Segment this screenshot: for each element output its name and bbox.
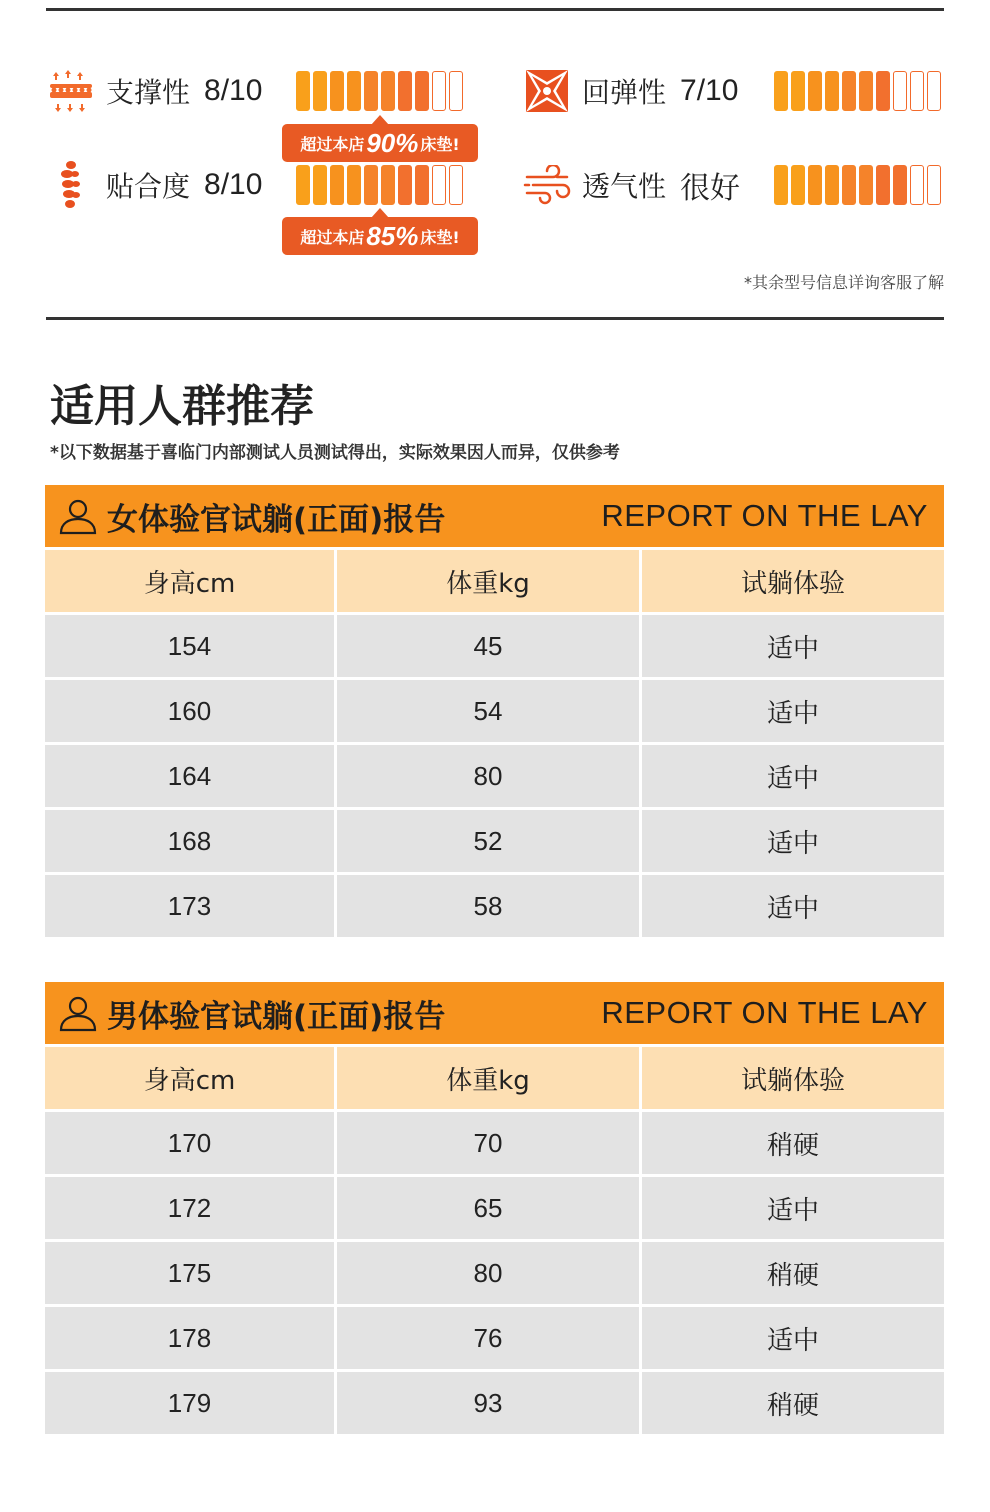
metric-label: 透气性 xyxy=(582,170,667,203)
height-cell: 172 xyxy=(45,1177,334,1239)
experience-cell: 适中 xyxy=(642,810,944,872)
height-cell: 168 xyxy=(45,810,334,872)
rating-segment-filled xyxy=(825,165,839,205)
weight-cell: 45 xyxy=(337,615,639,677)
rating-segment-empty xyxy=(449,165,463,205)
rating-segment-filled xyxy=(347,71,361,111)
rating-segment-filled xyxy=(296,165,310,205)
metric-label: 支撑性 xyxy=(106,76,191,109)
rating-segment-filled xyxy=(398,165,412,205)
table-header-bar xyxy=(45,485,944,547)
rating-segment-filled xyxy=(774,71,788,111)
experience-cell: 适中 xyxy=(642,1307,944,1369)
breathable-icon xyxy=(522,161,572,209)
rating-segment-empty xyxy=(432,71,446,111)
rating-segment-filled xyxy=(330,165,344,205)
height-cell: 179 xyxy=(45,1372,334,1434)
height-cell: 178 xyxy=(45,1307,334,1369)
rating-segment-filled xyxy=(774,165,788,205)
badge-suffix: 床垫! xyxy=(420,227,460,247)
weight-cell: 80 xyxy=(337,745,639,807)
table-title: 男体验官试躺(正面)报告 xyxy=(107,998,446,1035)
metric-score: 7/10 xyxy=(680,74,739,107)
rating-bar-support xyxy=(296,71,463,111)
metric-score: 8/10 xyxy=(204,168,263,201)
top-divider xyxy=(46,8,944,11)
experience-cell: 适中 xyxy=(642,745,944,807)
rating-segment-filled xyxy=(415,165,429,205)
comparison-badge xyxy=(282,124,478,162)
experience-cell: 适中 xyxy=(642,875,944,937)
table-row xyxy=(45,875,944,937)
rebound-icon xyxy=(522,67,572,115)
rating-segment-filled xyxy=(842,71,856,111)
metric-label: 回弹性 xyxy=(582,76,667,109)
rating-bar-breathable xyxy=(774,165,941,205)
section-divider xyxy=(46,317,944,320)
rating-segment-filled xyxy=(842,165,856,205)
rating-segment-filled xyxy=(859,165,873,205)
table-column-headers xyxy=(45,550,944,612)
rating-segment-filled xyxy=(808,165,822,205)
metric-score: 很好 xyxy=(680,172,741,205)
weight-cell: 70 xyxy=(337,1112,639,1174)
height-cell: 160 xyxy=(45,680,334,742)
weight-cell: 76 xyxy=(337,1307,639,1369)
rating-segment-empty xyxy=(432,165,446,205)
rating-bar-fit xyxy=(296,165,463,205)
metric-rebound xyxy=(522,67,738,115)
table-row xyxy=(45,745,944,807)
rating-segment-filled xyxy=(791,71,805,111)
experience-cell: 稍硬 xyxy=(642,1242,944,1304)
badge-percent: 85% xyxy=(366,220,419,251)
metric-label: 贴合度 xyxy=(106,170,191,203)
rating-segment-filled xyxy=(347,165,361,205)
rating-segment-empty xyxy=(893,71,907,111)
experience-cell: 稍硬 xyxy=(642,1372,944,1434)
metric-support xyxy=(46,67,262,115)
fit-icon xyxy=(46,161,96,209)
weight-cell: 58 xyxy=(337,875,639,937)
rating-segment-filled xyxy=(313,165,327,205)
footnote: *其余型号信息详询客服了解 xyxy=(743,273,944,292)
experience-cell: 稍硬 xyxy=(642,1112,944,1174)
table-subtitle: REPORT ON THE LAY xyxy=(601,995,928,1030)
table-row xyxy=(45,615,944,677)
person-icon xyxy=(57,992,99,1034)
weight-cell: 80 xyxy=(337,1242,639,1304)
badge-suffix: 床垫! xyxy=(420,134,460,154)
table-row xyxy=(45,1372,944,1434)
rating-segment-empty xyxy=(927,165,941,205)
column-header-weight: 体重kg xyxy=(337,550,639,612)
column-header-height: 身高cm xyxy=(45,550,334,612)
rating-segment-filled xyxy=(893,165,907,205)
support-icon xyxy=(46,67,96,115)
table-row xyxy=(45,1112,944,1174)
table-body xyxy=(45,615,944,937)
table-row xyxy=(45,1307,944,1369)
height-cell: 170 xyxy=(45,1112,334,1174)
rating-segment-empty xyxy=(449,71,463,111)
height-cell: 154 xyxy=(45,615,334,677)
rating-segment-filled xyxy=(825,71,839,111)
table-column-headers xyxy=(45,1047,944,1109)
comparison-badge xyxy=(282,217,478,255)
section-disclaimer: *以下数据基于喜临门内部测试人员测试得出，实际效果因人而异，仅供参考 xyxy=(50,443,620,463)
table-body xyxy=(45,1112,944,1434)
column-header-weight: 体重kg xyxy=(337,1047,639,1109)
rating-segment-filled xyxy=(364,71,378,111)
rating-segment-filled xyxy=(313,71,327,111)
section-title: 适用人群推荐 xyxy=(50,381,314,432)
badge-prefix: 超过本店 xyxy=(300,227,365,247)
rating-segment-filled xyxy=(808,71,822,111)
male-report-table xyxy=(45,982,944,1434)
rating-segment-empty xyxy=(927,71,941,111)
badge-prefix: 超过本店 xyxy=(300,134,365,154)
experience-cell: 适中 xyxy=(642,680,944,742)
weight-cell: 65 xyxy=(337,1177,639,1239)
person-icon xyxy=(57,495,99,537)
rating-segment-filled xyxy=(398,71,412,111)
badge-percent: 90% xyxy=(366,127,419,158)
weight-cell: 54 xyxy=(337,680,639,742)
column-header-experience: 试躺体验 xyxy=(642,550,944,612)
rating-segment-filled xyxy=(381,71,395,111)
column-header-height: 身高cm xyxy=(45,1047,334,1109)
metric-fit xyxy=(46,161,262,209)
experience-cell: 适中 xyxy=(642,615,944,677)
weight-cell: 93 xyxy=(337,1372,639,1434)
rating-segment-filled xyxy=(296,71,310,111)
table-row xyxy=(45,1177,944,1239)
rating-segment-empty xyxy=(910,71,924,111)
rating-segment-empty xyxy=(910,165,924,205)
rating-segment-filled xyxy=(859,71,873,111)
table-header-bar xyxy=(45,982,944,1044)
rating-segment-filled xyxy=(876,165,890,205)
height-cell: 164 xyxy=(45,745,334,807)
rating-segment-filled xyxy=(415,71,429,111)
rating-segment-filled xyxy=(330,71,344,111)
table-row xyxy=(45,680,944,742)
rating-bar-rebound xyxy=(774,71,941,111)
metric-score: 8/10 xyxy=(204,74,263,107)
height-cell: 175 xyxy=(45,1242,334,1304)
table-subtitle: REPORT ON THE LAY xyxy=(601,498,928,533)
rating-segment-filled xyxy=(791,165,805,205)
weight-cell: 52 xyxy=(337,810,639,872)
height-cell: 173 xyxy=(45,875,334,937)
column-header-experience: 试躺体验 xyxy=(642,1047,944,1109)
metric-breathable xyxy=(522,161,740,209)
rating-segment-filled xyxy=(381,165,395,205)
experience-cell: 适中 xyxy=(642,1177,944,1239)
table-title: 女体验官试躺(正面)报告 xyxy=(107,501,446,538)
female-report-table xyxy=(45,485,944,937)
rating-segment-filled xyxy=(876,71,890,111)
table-row xyxy=(45,1242,944,1304)
rating-segment-filled xyxy=(364,165,378,205)
table-row xyxy=(45,810,944,872)
